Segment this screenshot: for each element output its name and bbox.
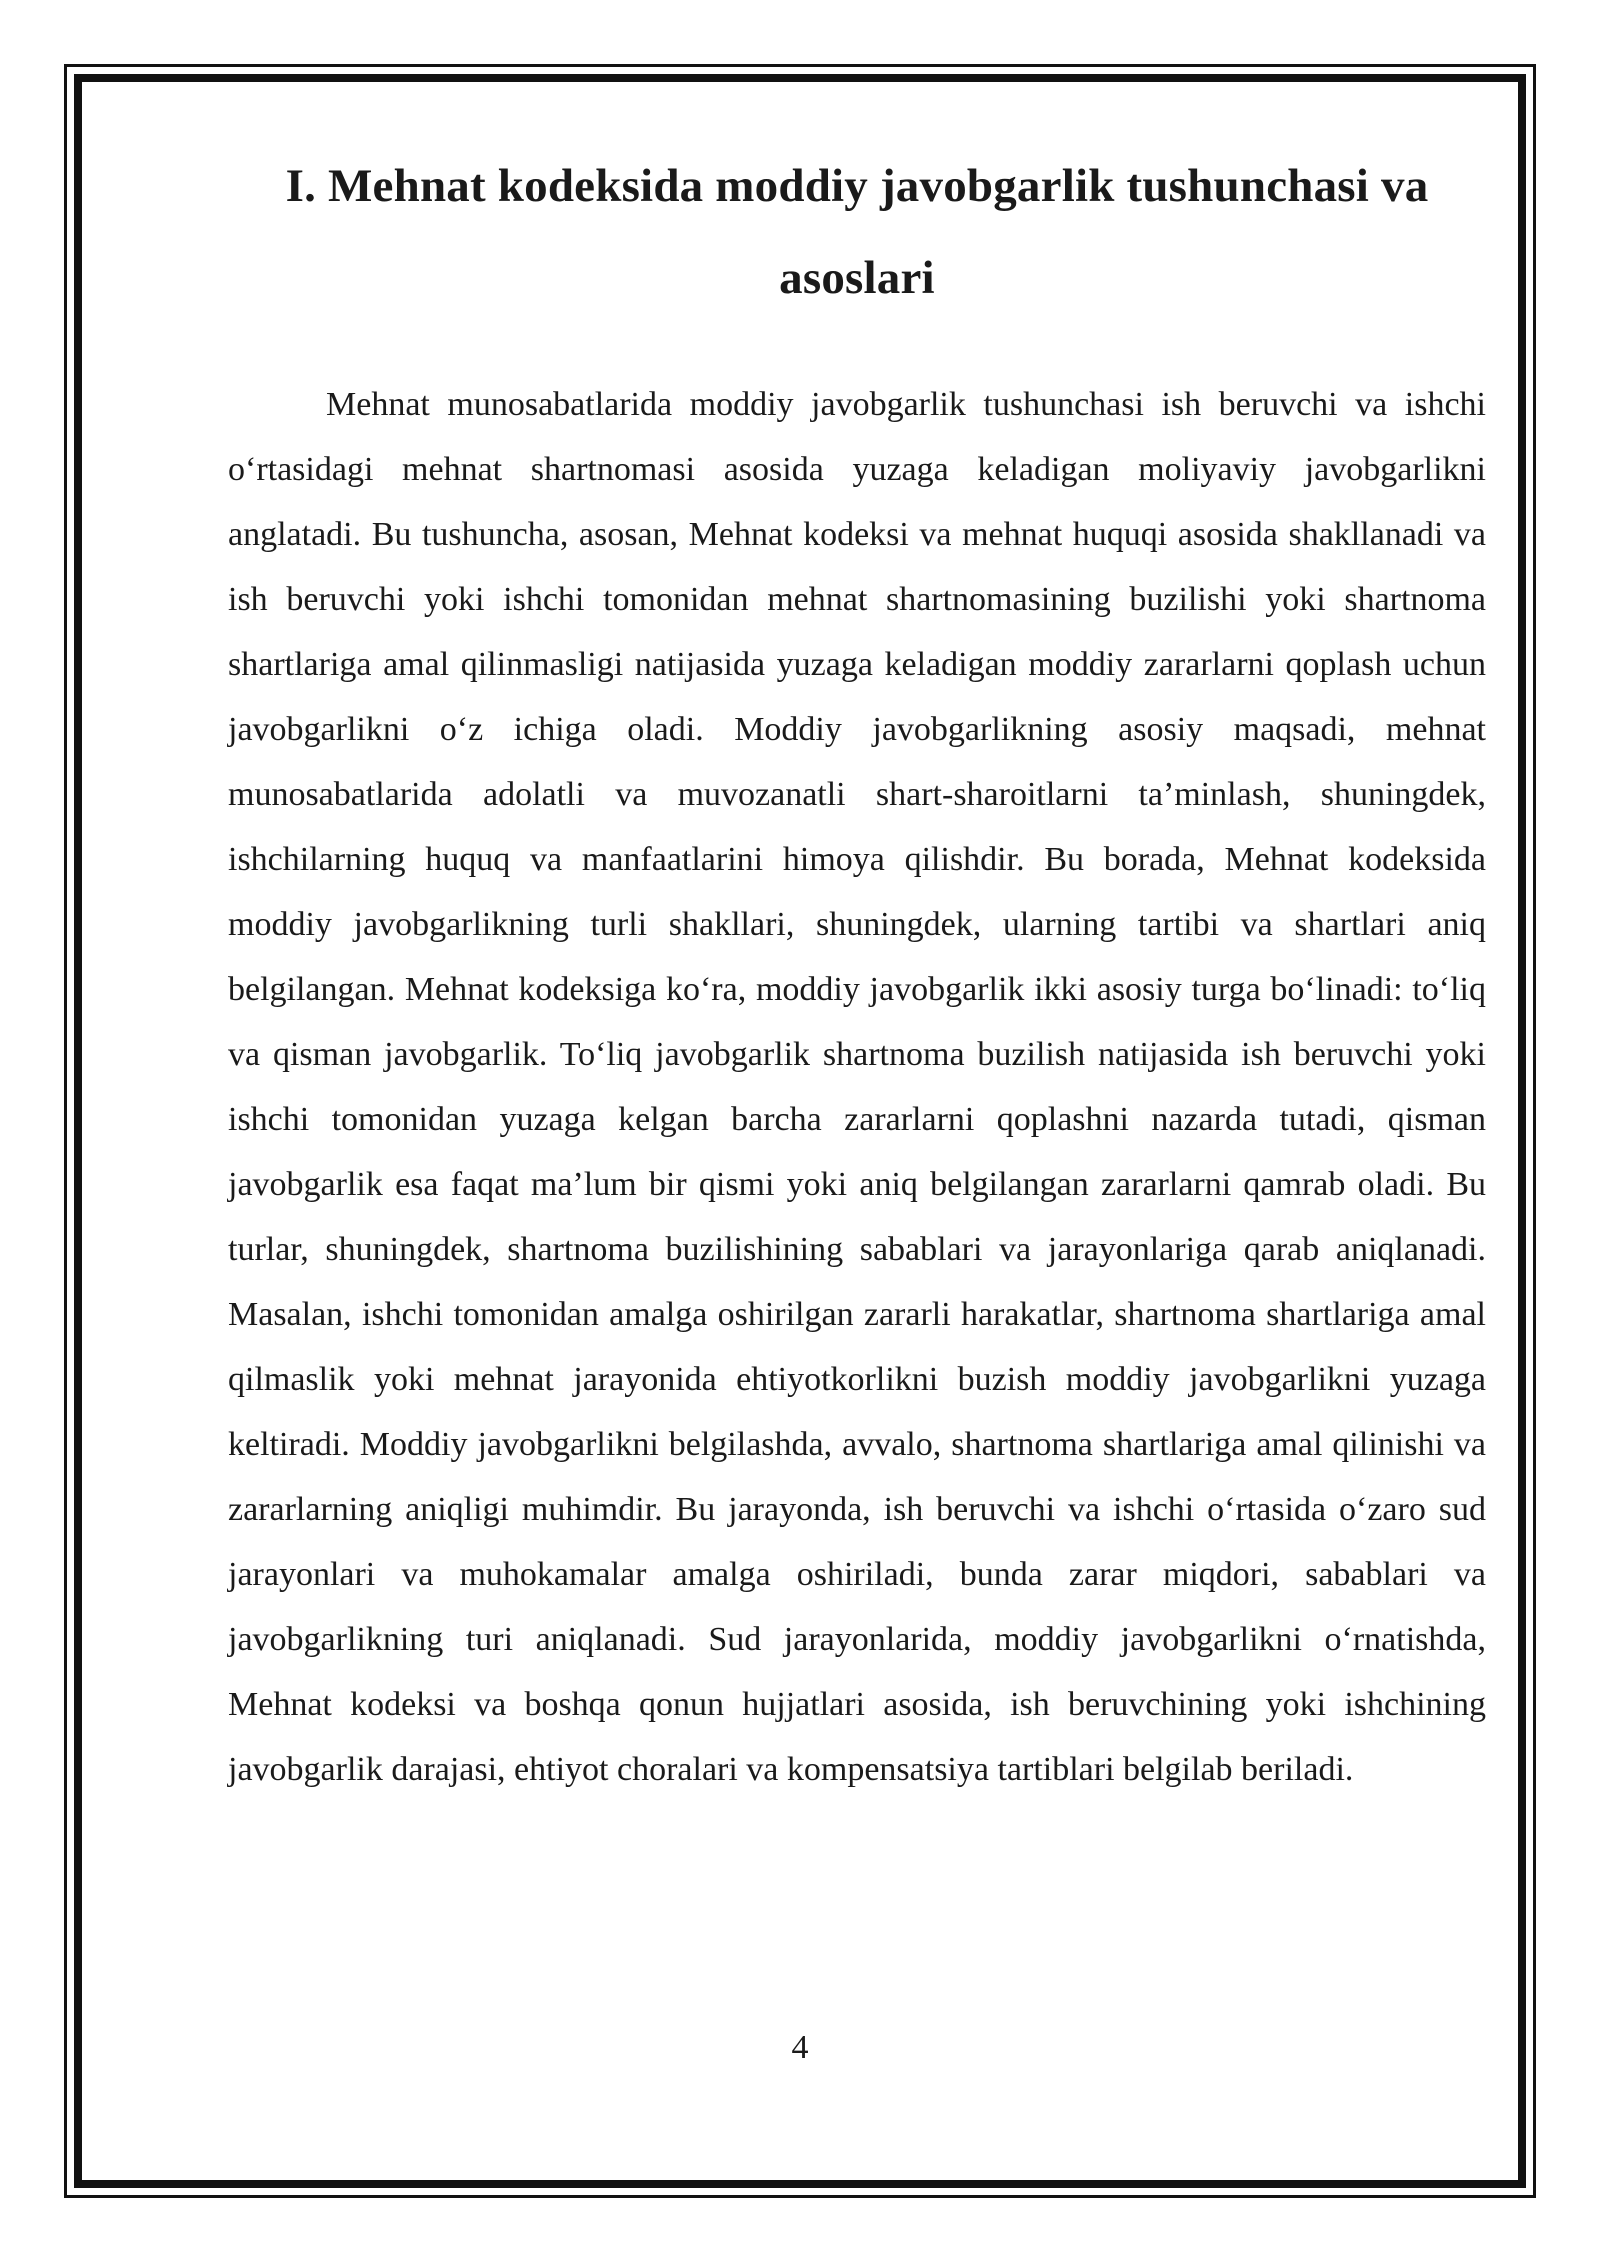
body-paragraph: Mehnat munosabatlarida moddiy javobgarlik tushunchasi ish beruvchi va ishchi o‘rtasidagi mehnat shartnomasi asosida yuzaga keladigan moliyaviy javobgarlikni anglatadi. Bu tushuncha, asosan, Mehnat kodeksi va mehnat huquqi asosida shakllanadi va ish beruvchi yoki ishchi tomonidan mehnat shartnomasining buzilishi yoki shartnoma shartlariga amal qilinmasligi natijasida yuzaga keladigan moddiy zararlarni qoplash uchun javobgarlikni o‘z ichiga oladi. Moddiy javobgarlikning asosiy maqsadi, mehnat munosabatlarida adolatli va muvozanatli shart-sharoitlarni ta’minlash, shuningdek, ishchilarning huquq va manfaatlarini himoya qilishdir. Bu borada, Mehnat kodeksida moddiy javobgarlikning turli shakllari, shuningdek, ularning tartibi va shartlari aniq belgilangan. Mehnat kodeksiga ko‘ra, moddiy javobgarlik ikki asosiy turga bo‘linadi: to‘liq va qisman javobgarlik. To‘liq javobgarlik shartnoma buzilish natijasida ish beruvchi yoki ishchi tomonidan yuzaga kelgan barcha zararlarni qoplashni nazarda tutadi, qisman javobgarlik esa faqat ma’lum bir qismi yoki aniq belgilangan zararlarni qamrab oladi. Bu turlar, shuningdek, shartnoma buzilishining sabablari va jarayonlariga qarab aniqlanadi. Masalan, ishchi tomonidan amalga oshirilgan zararli harakatlar, shartnoma shartlariga amal qilmaslik yoki mehnat jarayonida ehtiyotkorlikni buzish moddiy javobgarlikni yuzaga keltiradi. Moddiy javobgarlikni belgilashda, avvalo, shartnoma shartlariga amal qilinishi va zararlarning aniqligi muhimdir. Bu jarayonda, ish beruvchi va ishchi o‘rtasida o‘zaro sud jarayonlari va muhokamalar amalga oshiriladi, bunda zarar miqdori, sabablari va javobgarlikning turi aniqlanadi. Sud jarayonlarida, moddiy javobgarlikni o‘rnatishda, Mehnat kodeksi va boshqa qonun hujjatlari asosida, ish beruvchining yoki ishchining javobgarlik darajasi, ehtiyot choralari va kompensatsiya tartiblari belgilab beriladi. [228,386,1486,1788]
section-title: I. Mehnat kodeksida moddiy javobgarlik tushunchasi va asoslari [285,160,1429,304]
page-content [228,140,1486,1802]
page-number: 4 [791,2029,809,2066]
